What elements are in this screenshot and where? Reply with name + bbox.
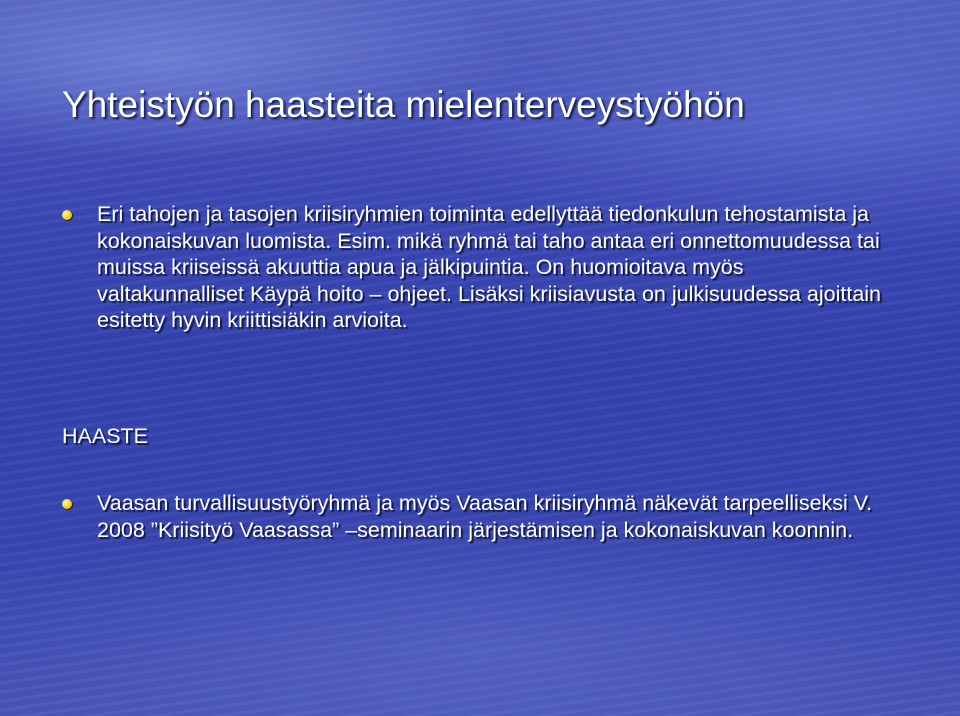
bullet-dot-icon <box>62 210 72 220</box>
bullet-item <box>62 201 892 334</box>
slide-title: Yhteistyön haasteita mielenterveystyöhön <box>62 84 745 125</box>
section-heading: HAASTE <box>62 424 149 448</box>
bullet-item <box>62 490 892 543</box>
bullet-text: Vaasan turvallisuustyöryhmä ja myös Vaasan kriisiryhmä näkevät tarpeelliseksi V. 2008 ”Kriisityö Vaasassa” –seminaarin järjestämisen ja kokonaiskuvan koonnin. <box>97 491 873 542</box>
bullet-text: Eri tahojen ja tasojen kriisiryhmien toiminta edellyttää tiedonkulun tehostamista ja kokonaiskuvan luomista. Esim. mikä ryhmä tai taho antaa eri onnettomuudessa tai muissa kriiseissä akuuttia apua ja jälkipuintia. On huomioitava myös valtakunnalliset Käypä hoito – ohjeet. Lisäksi kriisiavusta on julkisuudessa ajoittain esitetty hyvin kriittisiäkin arvioita. <box>97 202 882 332</box>
bullet-dot-icon <box>62 499 72 509</box>
